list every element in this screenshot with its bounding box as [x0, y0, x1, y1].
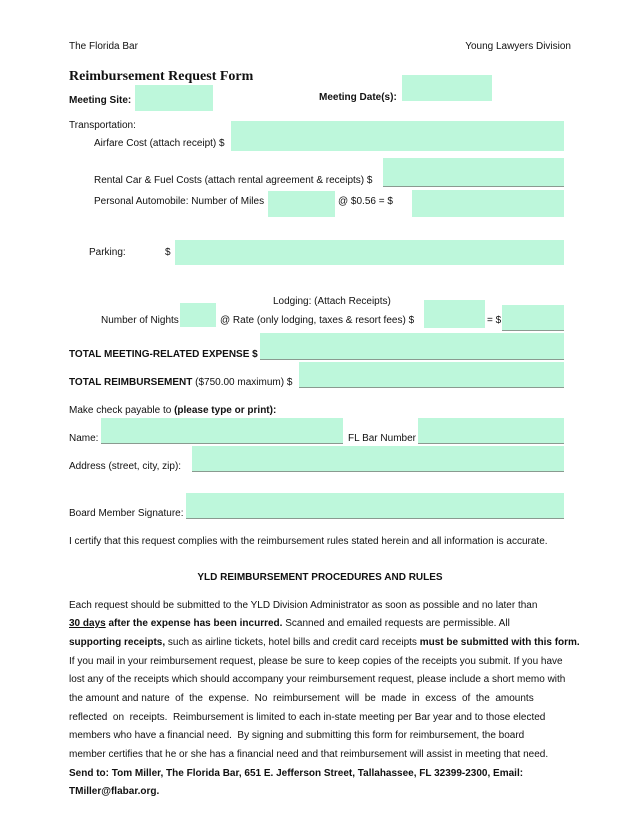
address-label: Address (street, city, zip):	[69, 461, 182, 472]
nights-field[interactable]	[180, 303, 216, 327]
total-reimbursement-label: TOTAL REIMBURSEMENT ($750.00 maximum) $	[69, 377, 293, 388]
email-line: TMiller@flabar.org.	[69, 786, 160, 797]
header-right: Young Lawyers Division	[465, 41, 571, 52]
transportation-label: Transportation:	[69, 120, 136, 131]
rules-line: Each request should be submitted to the YLD Division Administrator as soon as possible and no later than	[69, 600, 538, 611]
signature-label: Board Member Signature:	[69, 508, 184, 519]
rental-field[interactable]	[383, 158, 564, 187]
rules-heading: YLD REIMBURSEMENT PROCEDURES AND RULES	[197, 572, 443, 583]
rate-field[interactable]	[424, 300, 485, 328]
rules-line: member certifies that he or she has a financial need and that reimbursement will assist in meeting that need.	[69, 749, 549, 760]
miles-field[interactable]	[268, 191, 335, 217]
send-to-line: Send to: Tom Miller, The Florida Bar, 651 E. Jefferson Street, Tallahassee, FL 32399-2300, Email:	[69, 768, 524, 779]
form-title: Reimbursement Request Form	[69, 69, 254, 84]
name-field[interactable]	[101, 418, 343, 444]
airfare-field[interactable]	[231, 121, 564, 151]
rules-line: members who have a financial need. By signing and submitting this form for reimbursement, the board	[69, 730, 525, 741]
rules-line: If you mail in your reimbursement request, please be sure to keep copies of the receipts you submit. If you have	[69, 656, 563, 667]
rental-label: Rental Car & Fuel Costs (attach rental agreement & receipts) $	[94, 175, 373, 186]
total-expense-field[interactable]	[260, 333, 564, 360]
total-reimbursement-field[interactable]	[299, 362, 564, 388]
rules-line: supporting receipts, such as airline tickets, hotel bills and credit card receipts must be submitted with this form.	[69, 637, 580, 648]
meeting-site-field[interactable]	[135, 85, 213, 111]
parking-field[interactable]	[175, 240, 564, 265]
certify-text: I certify that this request complies with the reimbursement rules stated herein and all information is accurate.	[69, 536, 548, 547]
lodging-total-field[interactable]	[502, 305, 564, 331]
lodging-label: Lodging: (Attach Receipts)	[273, 296, 391, 307]
address-field[interactable]	[192, 446, 564, 472]
parking-label: Parking:	[89, 247, 126, 258]
header-left: The Florida Bar	[69, 41, 138, 52]
meeting-dates-field[interactable]	[402, 75, 492, 101]
rules-line: the amount and nature of the expense. No reimbursement will be made in excess of the amounts	[69, 693, 534, 704]
name-label: Name:	[69, 433, 99, 444]
parking-dollar: $	[165, 247, 171, 258]
rate-label: @ Rate (only lodging, taxes & resort fees) $	[220, 315, 415, 326]
meeting-dates-label: Meeting Date(s):	[319, 92, 397, 103]
bar-number-label: FL Bar Number	[348, 433, 416, 444]
signature-field[interactable]	[186, 493, 564, 519]
airfare-label: Airfare Cost (attach receipt) $	[94, 138, 225, 149]
meeting-site-label: Meeting Site:	[69, 95, 132, 106]
rules-line: lost any of the receipts which should accompany your reimbursement request, please include a short memo with	[69, 674, 566, 685]
personal-auto-label: Personal Automobile: Number of Miles	[94, 196, 265, 207]
total-expense-label: TOTAL MEETING-RELATED EXPENSE $	[69, 349, 258, 360]
bar-number-field[interactable]	[418, 418, 564, 444]
payable-label: Make check payable to (please type or print):	[69, 405, 277, 416]
lodging-equals: = $	[487, 315, 502, 326]
nights-label: Number of Nights	[101, 315, 179, 326]
mileage-rate-label: @ $0.56 = $	[338, 196, 393, 207]
mileage-amount-field[interactable]	[412, 190, 564, 217]
rules-line: reflected on receipts. Reimbursement is limited to each in-state meeting per Bar year and to those elected	[69, 712, 546, 723]
rules-line: 30 days after the expense has been incurred. Scanned and emailed requests are permissible. All	[69, 618, 510, 629]
